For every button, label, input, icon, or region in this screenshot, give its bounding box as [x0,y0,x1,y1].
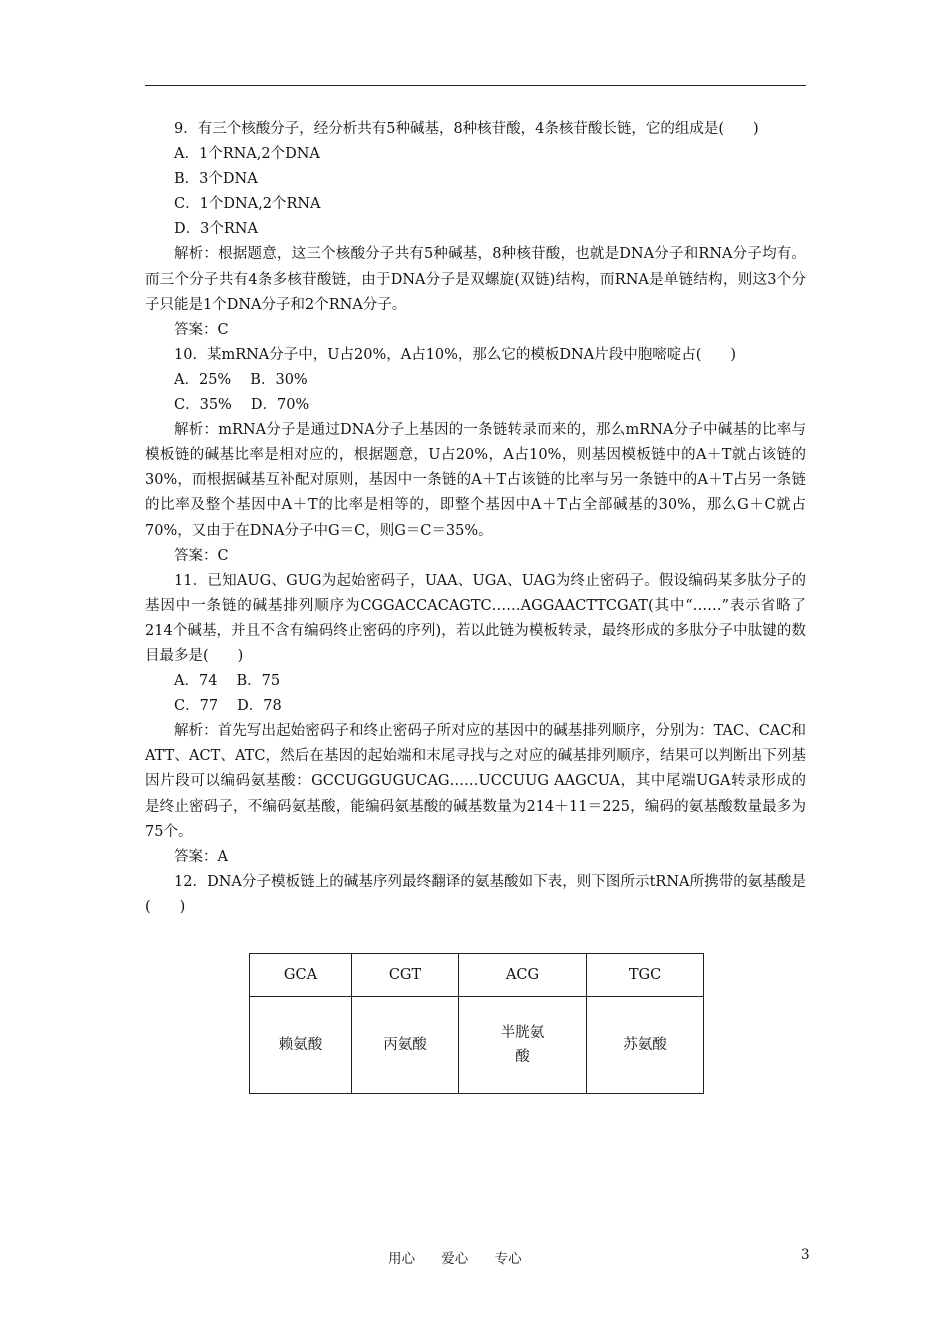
q11-stem: 11．已知AUG、GUG为起始密码子，UAA、UGA、UAG为终止密码子。假设编码某多肽分子的基因中一条链的碱基排列顺序为CGGACCACAGTC……AGGAACTTCGAT(其中“……”表示省略了214个碱基，并且不含有编码终止密码的序列)，若以此链为模板转录，最终形成的多肽分子中肽键的数目最多是( ) [145,572,806,664]
page-content [145,117,806,920]
q11-options-ab: A．74 B．75 [174,673,281,690]
q12-stem: 12．DNA分子模板链上的碱基序列最终翻译的氨基酸如下表，则下图所示tRNA所携带的氨基酸是( ) [145,873,806,915]
table-cell-text: 半胱氨酸 [500,1025,545,1065]
table-cell [459,997,587,1094]
amino-acid-table [249,953,704,1094]
q9-stem: 9．有三个核酸分子，经分析共有5种碱基，8种核苷酸，4条核苷酸长链，它的组成是( ) [174,121,759,137]
q9-option-c: C．1个DNA,2个RNA [174,196,321,213]
footer-motto: 用心 爱心 专心 [388,1251,522,1267]
q9-option-a: A．1个RNA,2个DNA [174,146,320,163]
page-number: 3 [801,1247,810,1263]
q10-options-cd: C．35% D．70% [174,397,310,414]
q9-analysis: 解析：根据题意，这三个核酸分子共有5种碱基，8种核苷酸，也就是DNA分子和RNA分子均有。而三个分子共有4条多核苷酸链，由于DNA分子是双螺旋(双链)结构，而RNA是单链结构，则这3个分子只能是1个DNA分子和2个RNA分子。 [145,246,806,313]
q9-option-d: D．3个RNA [174,221,258,238]
q10-options-ab: A．25% B．30% [174,371,308,388]
table-header-cell: ACG [459,954,587,997]
q11-analysis: 解析：首先写出起始密码子和终止密码子所对应的基因中的碱基排列顺序，分别为：TAC、CAC和ATT、ACT、ATC，然后在基因的起始端和末尾寻找与之对应的碱基排列顺序，结果可以判断出下列基因片段可以编码氨基酸：GCCUGGUGUCAG……UCCUUG AAGCUA，其中尾端UGA转录形成的是终止密码子，不编码氨基酸，能编码氨基酸的碱基数量为214＋11＝225，编码的氨基酸数量最多为75个。 [145,723,806,840]
table-cell: 丙氨酸 [352,997,459,1094]
table-cell: 苏氨酸 [587,997,704,1094]
table-header-cell: GCA [250,954,352,997]
table-header-row [250,954,704,997]
q11-options-cd: C．77 D．78 [174,698,282,715]
q10-analysis: 解析：mRNA分子是通过DNA分子上基因的一条链转录而来的，那么mRNA分子中碱基的比率与模板链的碱基比率是相对应的，根据题意，U占20%，A占10%，则基因模板链中的A＋T就占该链的30%，而根据碱基互补配对原则，基因中一条链的A＋T占该链的比率与另一条链中的A＋T占另一条链的比率及整个基因中A＋T的比率是相等的，即整个基因中A＋T占全部碱基的30%，那么G＋C就占70%，又由于在DNA分子中G＝C，则G＝C＝35%。 [145,422,806,539]
q11-answer: 答案：A [174,848,228,865]
table-row [250,997,704,1094]
q9-answer: 答案：C [174,321,229,338]
table-cell: 赖氨酸 [250,997,352,1094]
table-header-cell: TGC [587,954,704,997]
q10-answer: 答案：C [174,547,229,564]
q10-stem: 10．某mRNA分子中，U占20%，A占10%，那么它的模板DNA片段中胞嘧啶占( ) [174,346,737,363]
table-header-cell: CGT [352,954,459,997]
header-rule [145,85,806,86]
q9-option-b: B．3个DNA [174,171,258,188]
